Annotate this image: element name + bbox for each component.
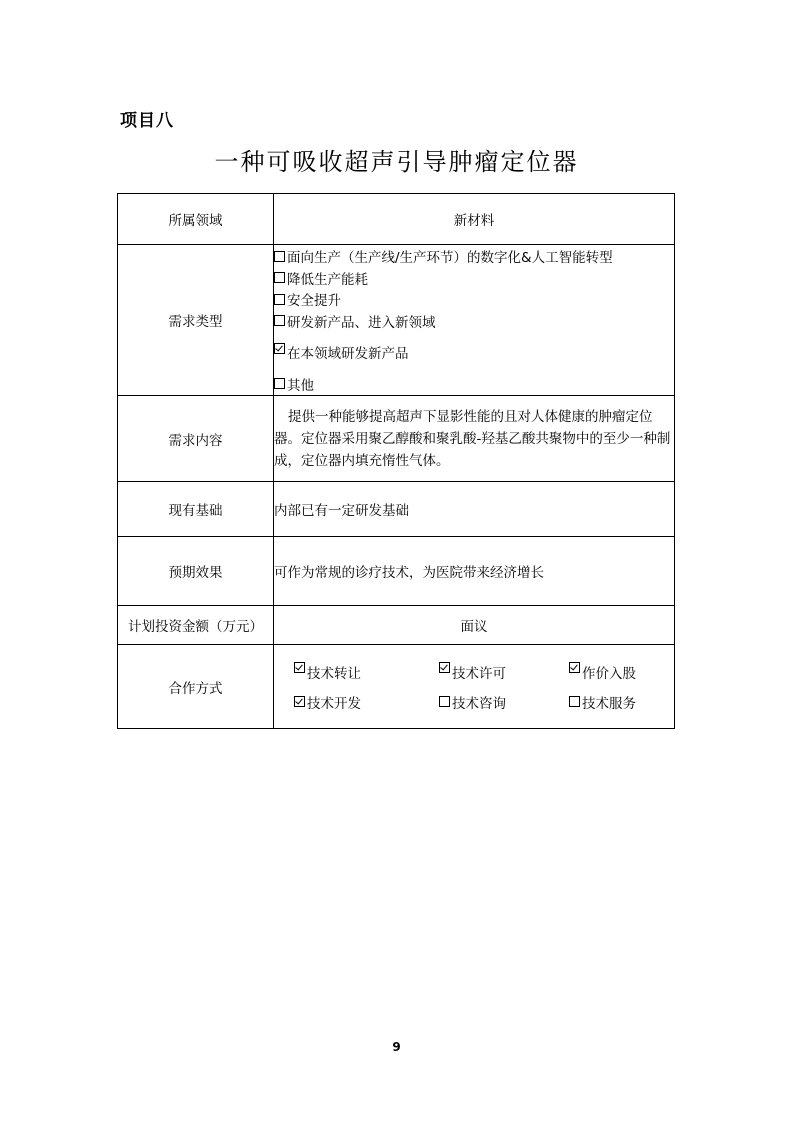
row-demand-type bbox=[118, 245, 675, 396]
demand-type-option[interactable] bbox=[274, 342, 674, 364]
row-demand-content bbox=[118, 396, 675, 482]
checkbox[interactable] bbox=[439, 696, 450, 707]
demand-type-label: 需求类型 bbox=[118, 245, 274, 396]
option-label: 作价入股 bbox=[582, 665, 636, 682]
option-label: 技术开发 bbox=[307, 695, 361, 712]
expected-effect-value: 可作为常规的诊疗技术，为医院带来经济增长 bbox=[274, 537, 675, 606]
cooperation-option[interactable] bbox=[569, 691, 689, 713]
section-label: 项目八 bbox=[120, 111, 174, 131]
option-label: 其他 bbox=[287, 377, 314, 394]
row-existing-basis bbox=[118, 482, 675, 537]
demand-type-option[interactable] bbox=[274, 289, 674, 311]
checkbox[interactable] bbox=[274, 315, 285, 326]
option-label: 技术服务 bbox=[582, 695, 636, 712]
cooperation-option[interactable] bbox=[439, 661, 569, 683]
checkbox[interactable] bbox=[569, 696, 580, 707]
demand-type-option[interactable] bbox=[274, 310, 674, 332]
option-label: 技术咨询 bbox=[452, 695, 506, 712]
checkbox[interactable] bbox=[274, 251, 285, 262]
demand-content-text: 提供一种能够提高超声下显影性能的且对人体健康的肿瘤定位器。定位器采用聚乙醇酸和聚乳酸-羟基乙酸共聚物中的至少一种制成，定位器内填充惰性气体。 bbox=[274, 408, 671, 469]
page-number: 9 bbox=[392, 1040, 401, 1054]
row-field bbox=[118, 194, 675, 245]
row-investment bbox=[118, 606, 675, 645]
existing-basis-label: 现有基础 bbox=[118, 482, 274, 537]
demand-type-option[interactable] bbox=[274, 246, 674, 268]
cooperation-option[interactable] bbox=[569, 661, 689, 683]
demand-type-option[interactable] bbox=[274, 267, 674, 289]
option-label: 研发新产品、进入新领域 bbox=[287, 314, 436, 331]
checkbox[interactable] bbox=[274, 272, 285, 283]
checkbox[interactable] bbox=[274, 294, 285, 305]
document-title: 一种可吸收超声引导肿瘤定位器 bbox=[214, 148, 579, 176]
option-label: 技术转让 bbox=[307, 665, 361, 682]
field-label: 所属领域 bbox=[118, 194, 274, 245]
field-value: 新材料 bbox=[274, 194, 675, 245]
cooperation-option[interactable] bbox=[294, 691, 439, 713]
option-label: 安全提升 bbox=[287, 293, 341, 310]
checkbox[interactable] bbox=[274, 378, 285, 389]
demand-content-cell bbox=[274, 396, 675, 482]
checkbox-checked[interactable] bbox=[274, 343, 285, 354]
checkbox-checked[interactable] bbox=[439, 662, 450, 673]
cooperation-label: 合作方式 bbox=[118, 645, 274, 729]
existing-basis-value: 内部已有一定研发基础 bbox=[274, 482, 675, 537]
checkbox-checked[interactable] bbox=[294, 662, 305, 673]
demand-type-option[interactable] bbox=[274, 373, 674, 395]
option-label: 降低生产能耗 bbox=[287, 271, 368, 288]
cooperation-option[interactable] bbox=[439, 691, 569, 713]
expected-effect-label: 预期效果 bbox=[118, 537, 274, 606]
checkbox-checked[interactable] bbox=[294, 696, 305, 707]
option-label: 技术许可 bbox=[452, 665, 506, 682]
project-form-table bbox=[117, 193, 675, 729]
demand-type-options bbox=[274, 245, 675, 396]
cooperation-options bbox=[274, 645, 675, 729]
demand-content-label: 需求内容 bbox=[118, 396, 274, 482]
checkbox-checked[interactable] bbox=[569, 662, 580, 673]
row-expected-effect bbox=[118, 537, 675, 606]
row-cooperation bbox=[118, 645, 675, 729]
investment-label: 计划投资金额（万元） bbox=[118, 606, 274, 645]
investment-value: 面议 bbox=[274, 606, 675, 645]
option-label: 在本领域研发新产品 bbox=[287, 346, 409, 363]
cooperation-option[interactable] bbox=[294, 661, 439, 683]
option-label: 面向生产（生产线/生产环节）的数字化&人工智能转型 bbox=[287, 250, 613, 267]
